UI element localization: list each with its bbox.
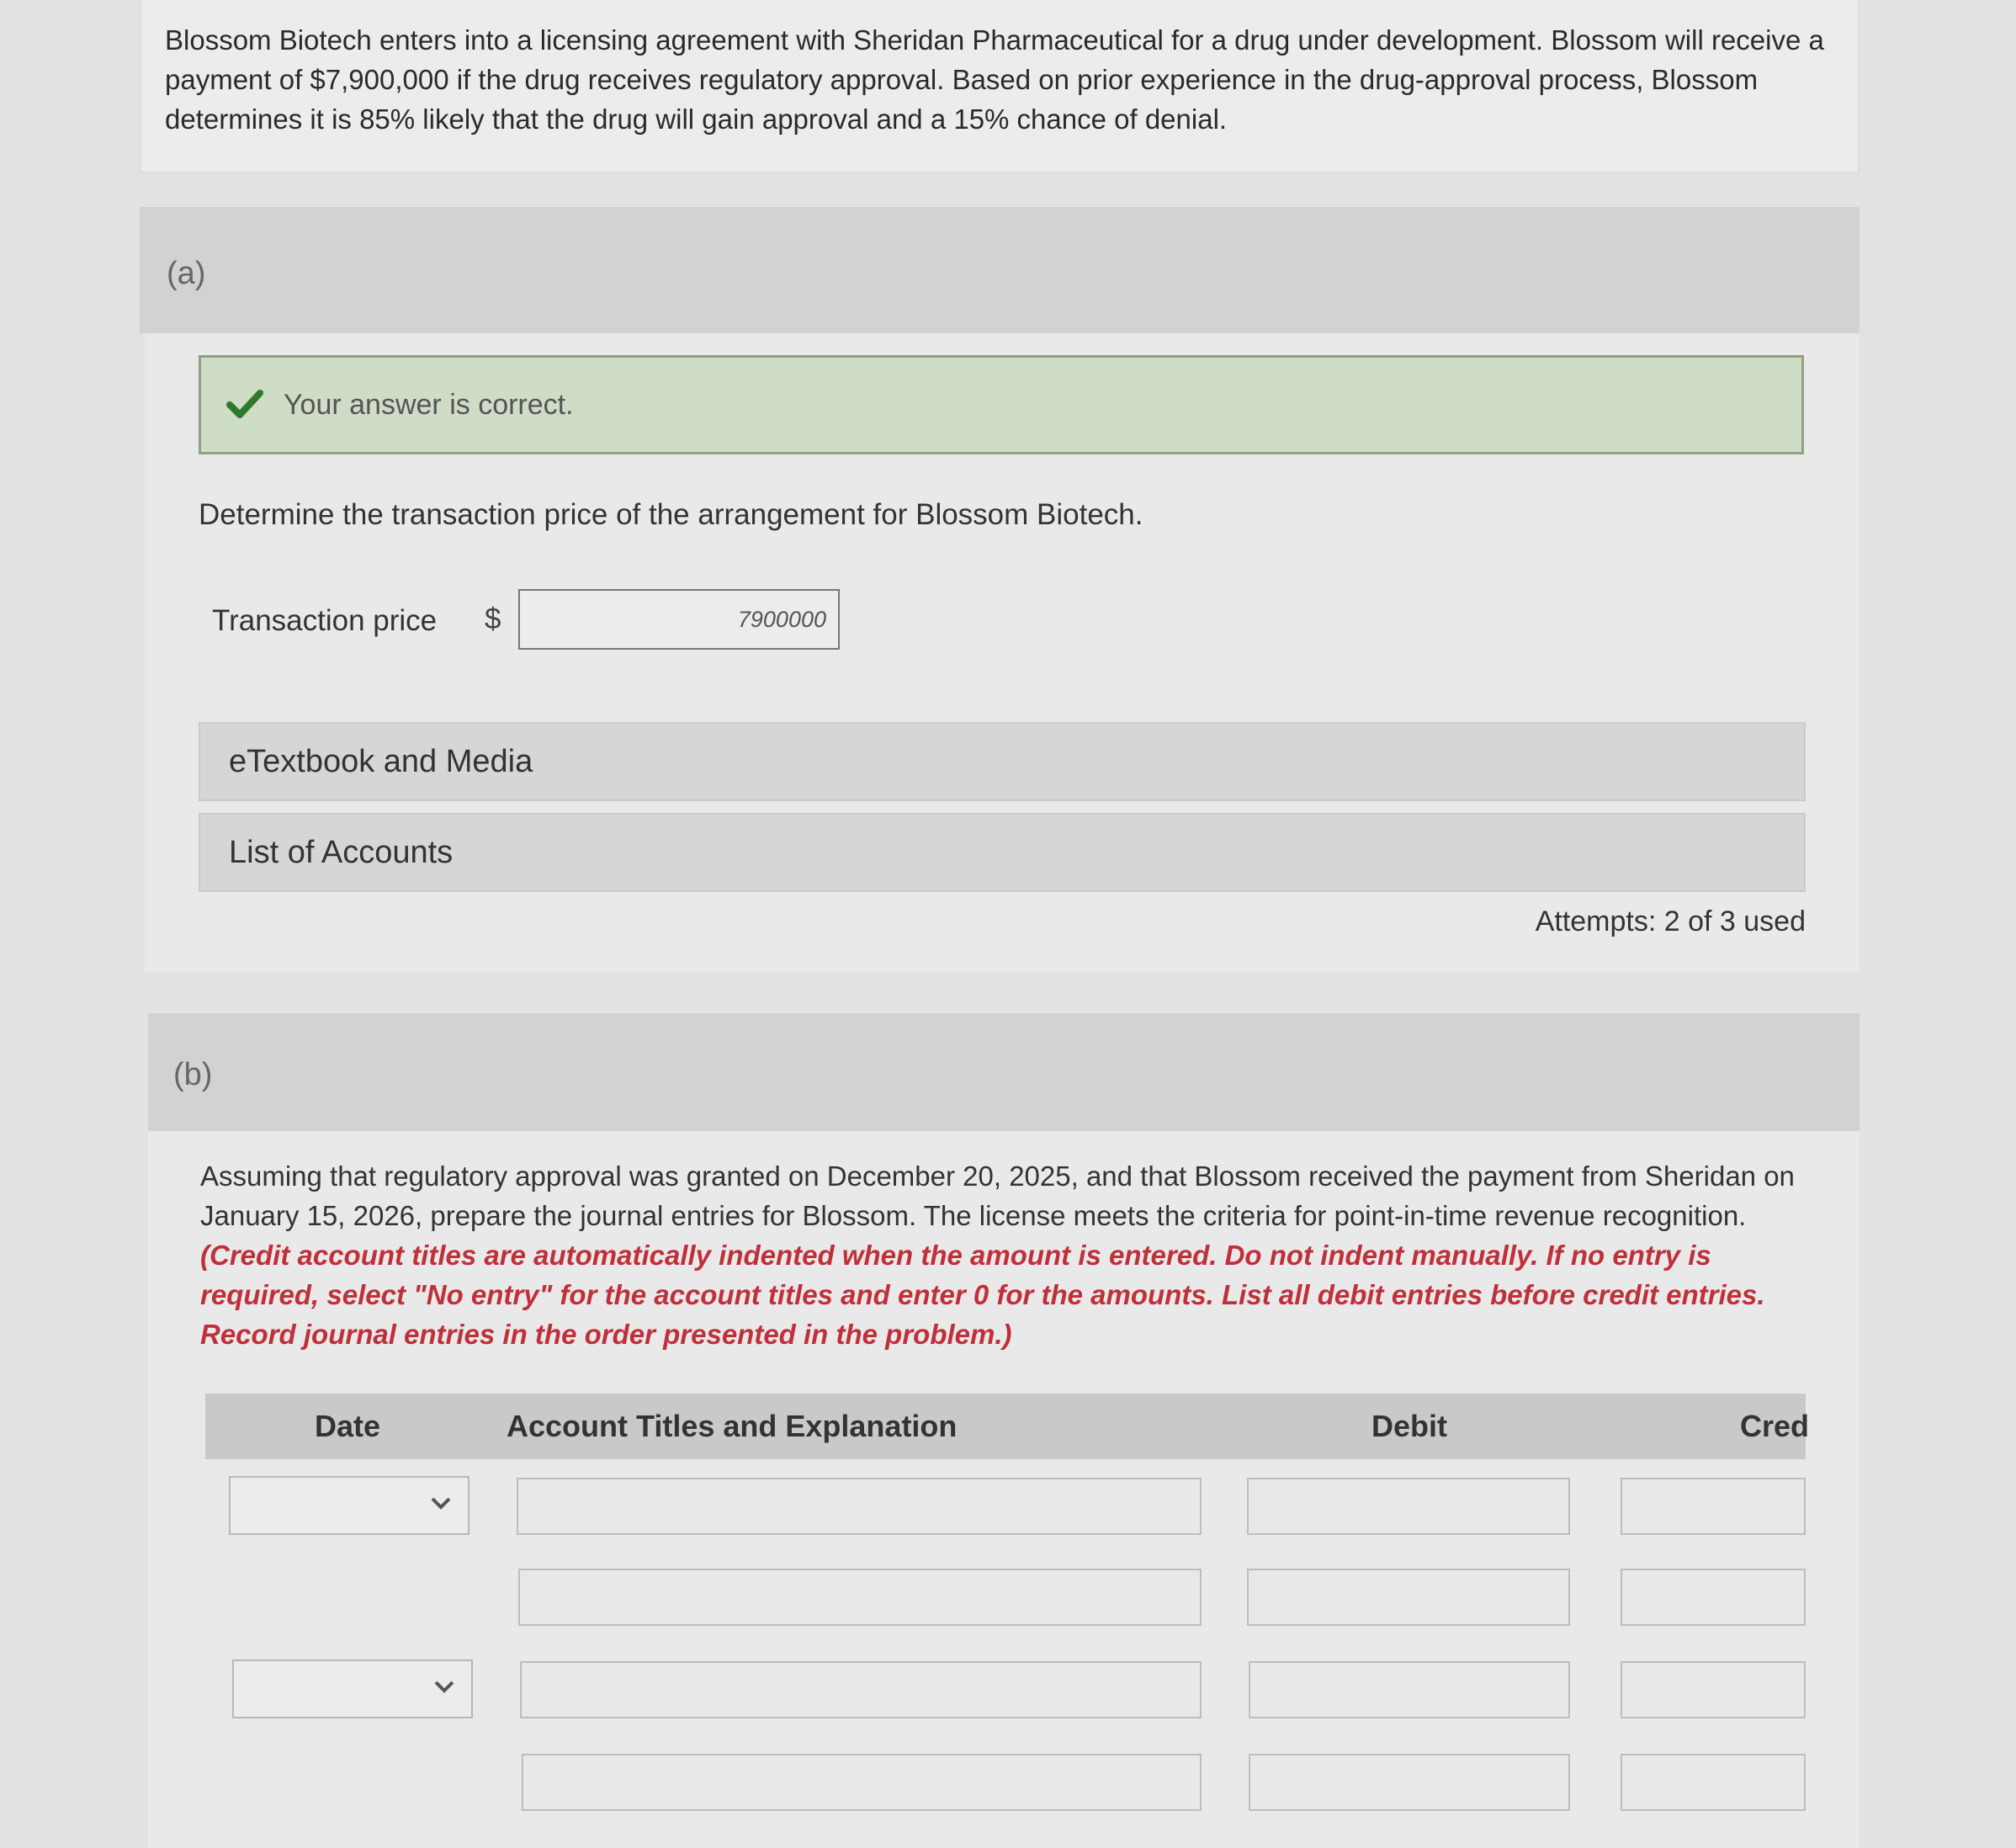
part-b-header bbox=[148, 1013, 1859, 1131]
instructions-text: Assuming that regulatory approval was granted on December 20, 2025, and that Blossom received the payment from Sheridan on January 15, 2026, prepare the journal entries for Blossom. The license meets the criteria for point-in-time revenue recognition. bbox=[200, 1160, 1795, 1231]
part-a-label: (a) bbox=[167, 256, 206, 291]
chevron-down-icon bbox=[426, 1488, 456, 1518]
currency-symbol: $ bbox=[485, 603, 501, 635]
chevron-down-icon bbox=[429, 1671, 459, 1702]
attempts-counter: Attempts: 2 of 3 used bbox=[1535, 905, 1806, 937]
credit-input[interactable] bbox=[1621, 1754, 1806, 1811]
part-b-instructions bbox=[200, 1156, 1816, 1354]
credit-column-header: Cred bbox=[1740, 1409, 1810, 1443]
debit-column-header: Debit bbox=[1371, 1409, 1447, 1443]
part-a-prompt: Determine the transaction price of the arrangement for Blossom Biotech. bbox=[199, 498, 1143, 531]
part-b-label: (b) bbox=[173, 1057, 213, 1092]
problem-statement bbox=[140, 0, 1859, 173]
account-title-input[interactable] bbox=[518, 1569, 1202, 1626]
debit-input[interactable] bbox=[1249, 1754, 1570, 1811]
part-a-header bbox=[140, 207, 1859, 333]
checkmark-icon bbox=[226, 386, 263, 423]
journal-table-header bbox=[205, 1394, 1810, 1459]
account-column-header: Account Titles and Explanation bbox=[507, 1409, 958, 1443]
debit-input[interactable] bbox=[1249, 1661, 1570, 1718]
date-column-header: Date bbox=[315, 1409, 381, 1443]
account-title-input[interactable] bbox=[520, 1661, 1202, 1718]
transaction-price-input[interactable] bbox=[518, 589, 840, 650]
list-of-accounts-link[interactable]: List of Accounts bbox=[199, 813, 1806, 892]
problem-text: Blossom Biotech enters into a licensing agreement with Sheridan Pharmaceutical for a drug under development. Blossom will receive a payment of $7,900,000 if the drug receives regulatory approval. Based on prior experience in the drug-approval process, Blossom determines it is 85% likely that the drug will gain approval and a 15% chance of denial. bbox=[165, 24, 1824, 135]
account-title-input[interactable] bbox=[522, 1754, 1202, 1811]
instructions-note: (Credit account titles are automatically indented when the amount is entered. Do not indent manually. If no entry is required, select "No entry" for the account titles and enter 0 for the amounts. List all debit entries before credit entries. Record journal entries in the order presented in the problem.) bbox=[200, 1240, 1765, 1350]
feedback-banner bbox=[199, 355, 1804, 454]
credit-input[interactable] bbox=[1621, 1661, 1806, 1718]
date-select[interactable] bbox=[232, 1659, 473, 1718]
feedback-text: Your answer is correct. bbox=[284, 388, 574, 421]
transaction-price-label: Transaction price bbox=[212, 604, 438, 637]
date-select[interactable] bbox=[229, 1476, 470, 1535]
credit-input[interactable] bbox=[1621, 1478, 1806, 1535]
credit-input[interactable] bbox=[1621, 1569, 1806, 1626]
debit-input[interactable] bbox=[1247, 1569, 1570, 1626]
etextbook-media-link[interactable]: eTextbook and Media bbox=[199, 722, 1806, 801]
account-title-input[interactable] bbox=[517, 1478, 1202, 1535]
debit-input[interactable] bbox=[1247, 1478, 1570, 1535]
